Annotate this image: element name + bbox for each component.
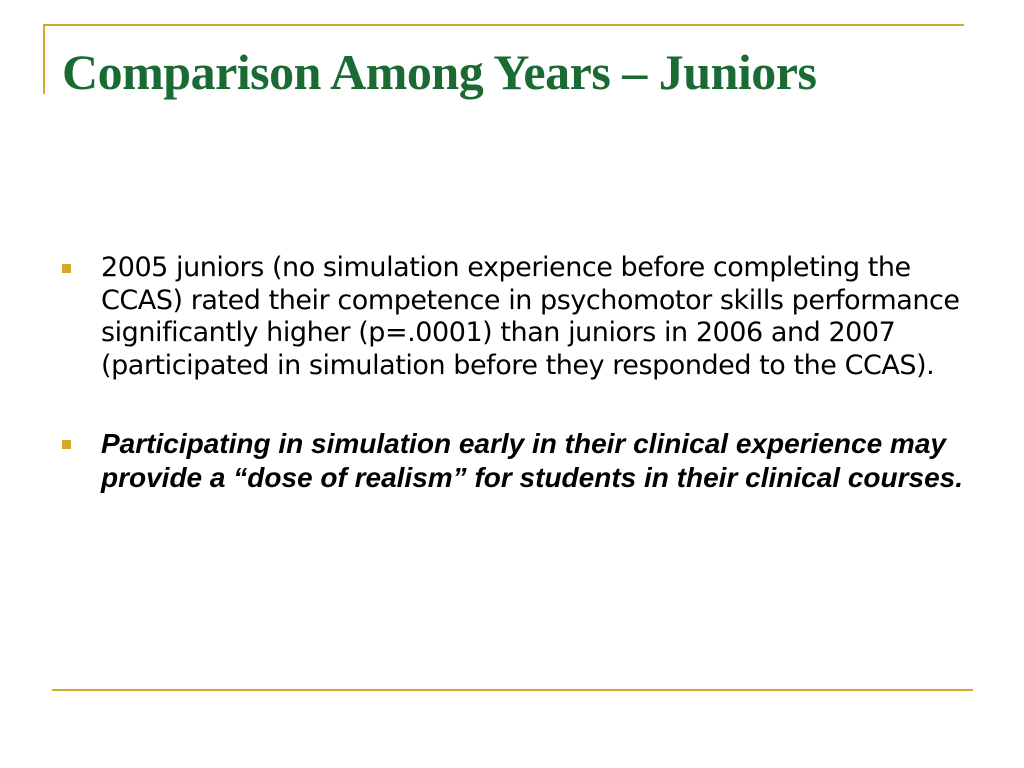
- frame-bottom-rule: [52, 689, 973, 691]
- bullet-item-1: [62, 252, 977, 382]
- square-bullet-icon: [62, 440, 71, 449]
- bullet-text-2: Participating in simulation early in their clinical experience may provide a “dose of realism” for students in their clinical courses.: [101, 428, 964, 493]
- frame-left-rule: [43, 24, 45, 94]
- frame-top-rule: [43, 24, 964, 26]
- bullet-item-2: [62, 428, 977, 495]
- square-bullet-icon: [62, 264, 71, 273]
- bullet-text-1: 2005 juniors (no simulation experience before completing the CCAS) rated their competence in psychomotor skills performance significantly higher (p=.0001) than juniors in 2006 and 2007 (participated in simulation before they responded to the CCAS).: [101, 252, 960, 381]
- bullet-list: [62, 252, 977, 495]
- slide-title: Comparison Among Years – Juniors: [62, 44, 817, 100]
